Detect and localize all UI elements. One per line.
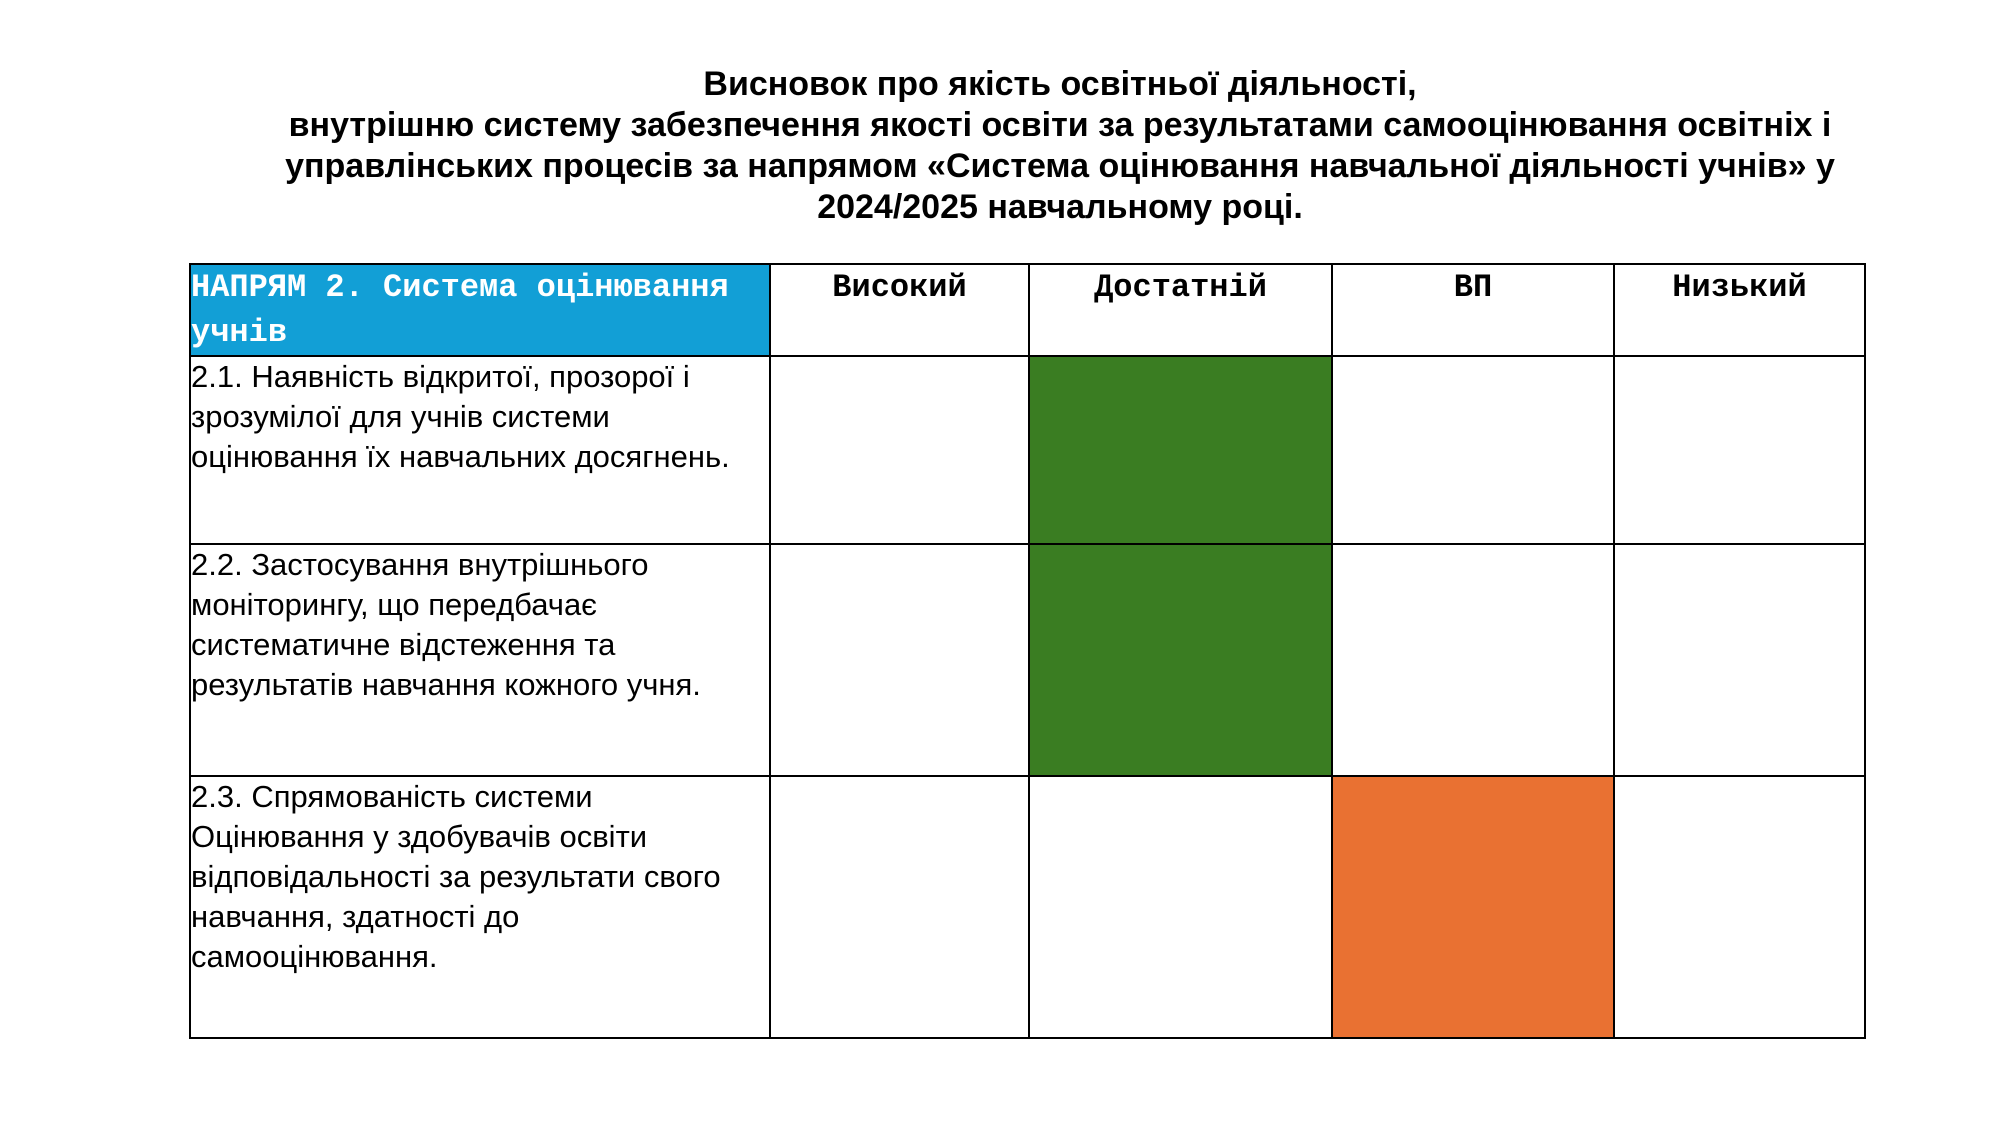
header-level-sufficient: Достатній bbox=[1029, 264, 1332, 356]
title-line-3: управлінських процесів за напрямом «Система оцінювання навчальної діяльності учнів» у bbox=[285, 147, 1835, 185]
table-header-row bbox=[190, 264, 1865, 356]
header-level-vp: ВП bbox=[1332, 264, 1614, 356]
table-row bbox=[190, 776, 1865, 1038]
header-level-low: Низький bbox=[1614, 264, 1865, 356]
table-row bbox=[190, 356, 1865, 544]
level-cell-sufficient-marked bbox=[1029, 544, 1332, 776]
document-title bbox=[180, 64, 1940, 228]
header-level-high: Високий bbox=[770, 264, 1029, 356]
level-cell-vp-marked bbox=[1332, 776, 1614, 1038]
header-criteria: НАПРЯМ 2. Система оцінювання учнів bbox=[190, 264, 770, 356]
assessment-table bbox=[189, 263, 1866, 1039]
level-cell-low bbox=[1614, 544, 1865, 776]
level-cell-high bbox=[770, 356, 1029, 544]
table-row bbox=[190, 544, 1865, 776]
criterion-cell: 2.1. Наявність відкритої, прозорої і зрозумілої для учнів системи оцінювання їх навчальних досягнень. bbox=[190, 356, 770, 544]
level-cell-vp bbox=[1332, 544, 1614, 776]
criterion-cell: 2.2. Застосування внутрішнього моніторингу, що передбачає систематичне відстеження та результатів навчання кожного учня. bbox=[190, 544, 770, 776]
level-cell-low bbox=[1614, 776, 1865, 1038]
level-cell-low bbox=[1614, 356, 1865, 544]
level-cell-vp bbox=[1332, 356, 1614, 544]
level-cell-sufficient bbox=[1029, 776, 1332, 1038]
level-cell-sufficient-marked bbox=[1029, 356, 1332, 544]
level-cell-high bbox=[770, 776, 1029, 1038]
title-line-4: 2024/2025 навчальному році. bbox=[817, 188, 1303, 226]
criterion-cell: 2.3. Спрямованість системи Оцінювання у здобувачів освіти відповідальності за результати свого навчання, здатності до самооцінювання. bbox=[190, 776, 770, 1038]
title-line-2: внутрішню систему забезпечення якості освіти за результатами самооцінювання освітніх і bbox=[288, 106, 1832, 144]
title-line-1: Висновок про якість освітньої діяльності, bbox=[703, 65, 1417, 103]
level-cell-high bbox=[770, 544, 1029, 776]
